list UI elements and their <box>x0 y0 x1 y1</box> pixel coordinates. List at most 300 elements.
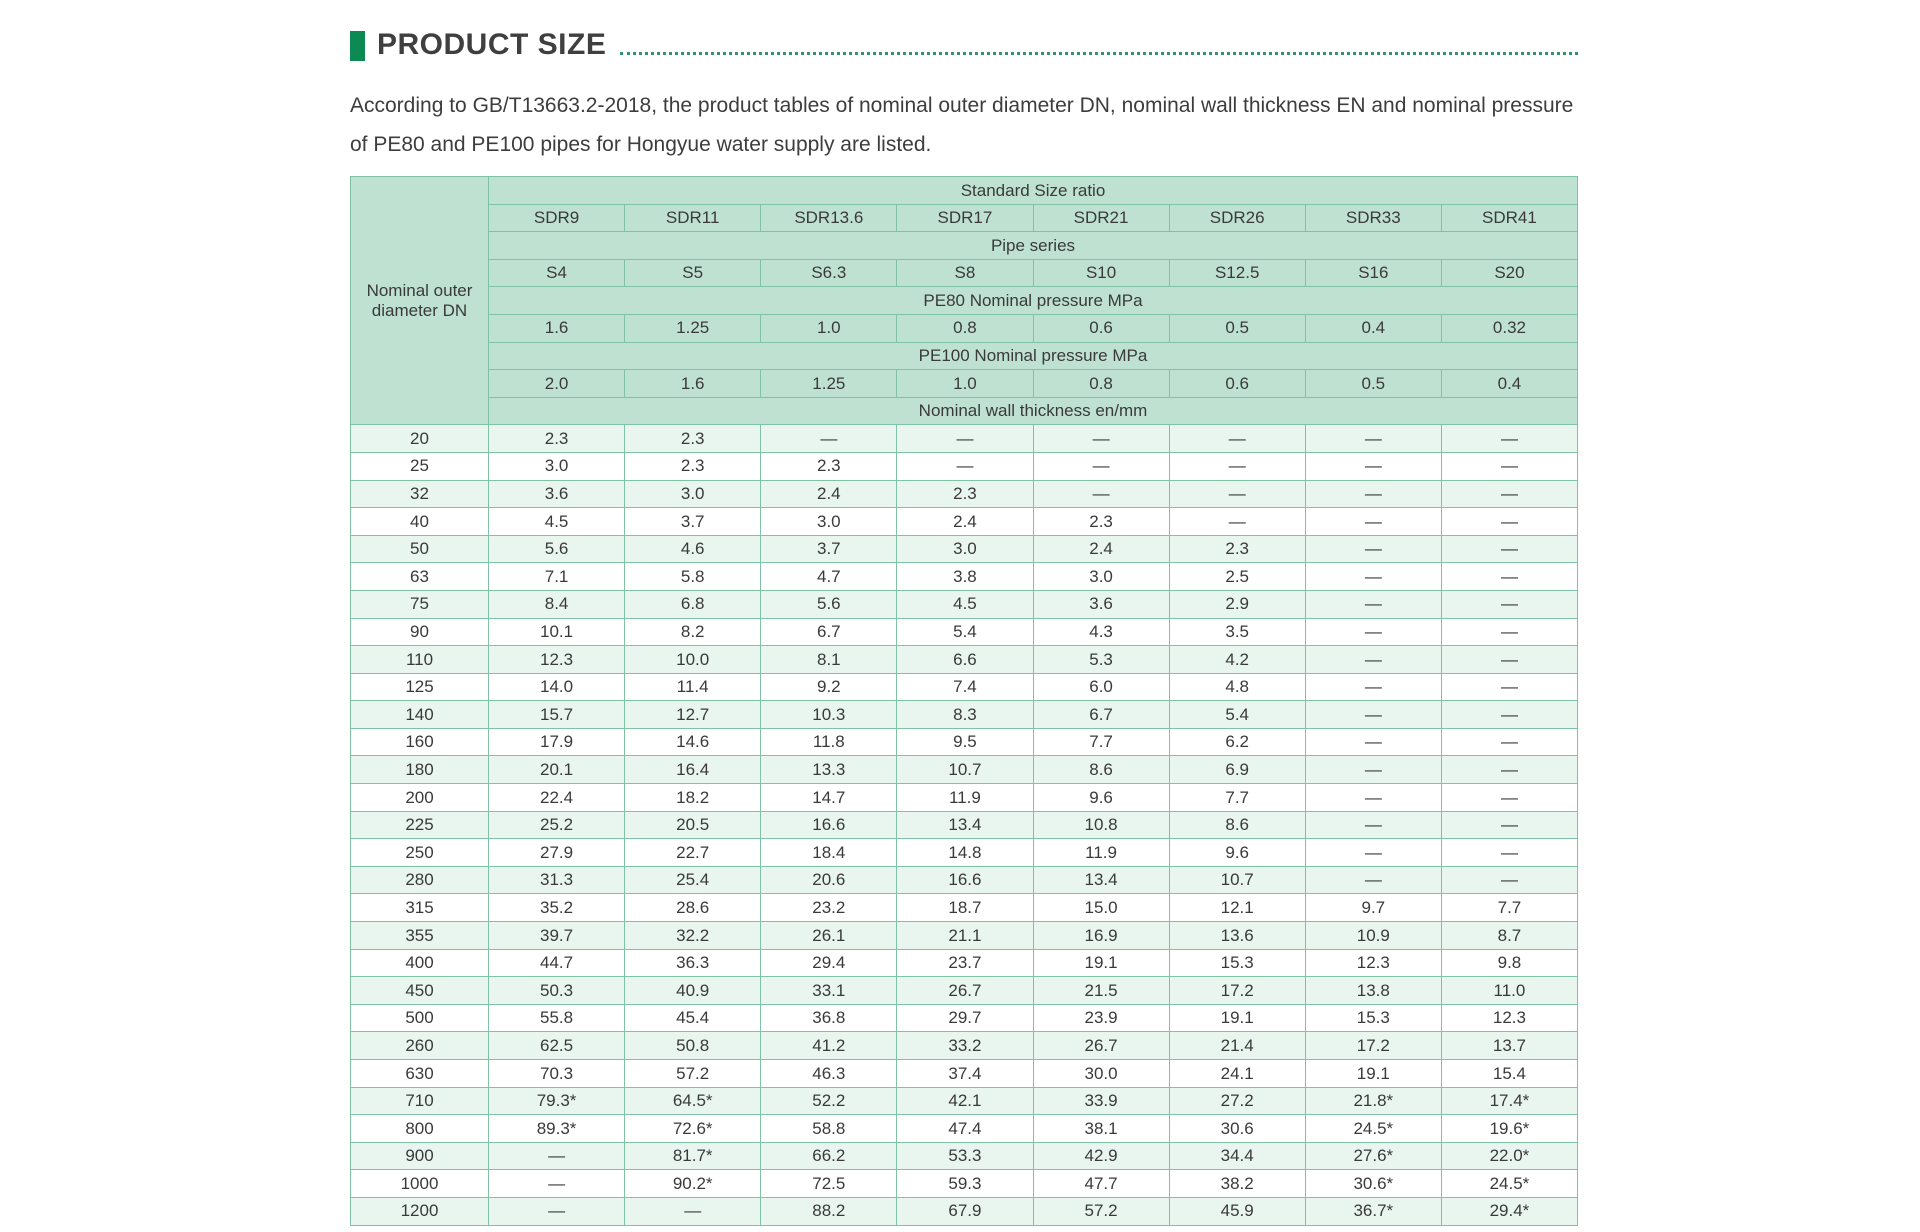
table-head <box>351 177 1578 425</box>
header-cell-sdr-values: SDR41 <box>1441 204 1577 232</box>
header-cell-pe80-pressure-values: 0.32 <box>1441 314 1577 342</box>
value-cell: 35.2 <box>489 894 625 922</box>
value-cell: 32.2 <box>625 922 761 950</box>
header-cell-pe80-pressure-values: 0.5 <box>1169 314 1305 342</box>
value-cell: 88.2 <box>761 1197 897 1225</box>
value-cell: 13.7 <box>1441 1032 1577 1060</box>
table-row <box>351 1142 1578 1170</box>
table-row <box>351 839 1578 867</box>
value-cell: 20.6 <box>761 866 897 894</box>
header-cell-pe100-pressure-values: 0.6 <box>1169 370 1305 398</box>
value-cell: 22.4 <box>489 784 625 812</box>
value-cell: — <box>489 1170 625 1198</box>
value-cell: 36.8 <box>761 1004 897 1032</box>
table-row <box>351 1197 1578 1225</box>
value-cell: 4.8 <box>1169 673 1305 701</box>
value-cell: 7.7 <box>1441 894 1577 922</box>
value-cell: — <box>1441 839 1577 867</box>
value-cell: 34.4 <box>1169 1142 1305 1170</box>
value-cell: 42.1 <box>897 1087 1033 1115</box>
value-cell: 21.5 <box>1033 977 1169 1005</box>
row-header-label: Nominal outer diameter DN <box>351 177 489 425</box>
value-cell: 45.9 <box>1169 1197 1305 1225</box>
value-cell: 10.7 <box>897 756 1033 784</box>
dn-cell: 500 <box>351 1004 489 1032</box>
value-cell: 19.1 <box>1305 1060 1441 1088</box>
table-row <box>351 618 1578 646</box>
value-cell: 31.3 <box>489 866 625 894</box>
value-cell: — <box>1305 673 1441 701</box>
value-cell: 62.5 <box>489 1032 625 1060</box>
value-cell: 38.2 <box>1169 1170 1305 1198</box>
value-cell: 9.6 <box>1169 839 1305 867</box>
dn-cell: 250 <box>351 839 489 867</box>
value-cell: 27.2 <box>1169 1087 1305 1115</box>
band-label-wall-thickness: Nominal wall thickness en/mm <box>489 397 1578 425</box>
value-cell: 21.4 <box>1169 1032 1305 1060</box>
header-row-wall-thickness <box>351 397 1578 425</box>
value-cell: 37.4 <box>897 1060 1033 1088</box>
value-cell: 9.8 <box>1441 949 1577 977</box>
value-cell: 4.3 <box>1033 618 1169 646</box>
value-cell: 4.5 <box>489 508 625 536</box>
value-cell: 10.8 <box>1033 811 1169 839</box>
value-cell: — <box>1033 425 1169 453</box>
value-cell: 17.2 <box>1305 1032 1441 1060</box>
value-cell: — <box>761 425 897 453</box>
dn-cell: 140 <box>351 701 489 729</box>
value-cell: 2.3 <box>489 425 625 453</box>
value-cell: 8.3 <box>897 701 1033 729</box>
value-cell: 29.4* <box>1441 1197 1577 1225</box>
header-row-sdr-values <box>351 204 1578 232</box>
value-cell: 3.7 <box>761 535 897 563</box>
table-row <box>351 866 1578 894</box>
value-cell: 81.7* <box>625 1142 761 1170</box>
header-cell-pe100-pressure-values: 0.8 <box>1033 370 1169 398</box>
table-row <box>351 1087 1578 1115</box>
header-row-pe80-pressure <box>351 287 1578 315</box>
value-cell: — <box>1441 673 1577 701</box>
value-cell: — <box>1305 425 1441 453</box>
value-cell: 7.1 <box>489 563 625 591</box>
header-cell-sdr-values: SDR33 <box>1305 204 1441 232</box>
value-cell: 9.6 <box>1033 784 1169 812</box>
value-cell: 29.7 <box>897 1004 1033 1032</box>
dn-cell: 125 <box>351 673 489 701</box>
value-cell: 8.2 <box>625 618 761 646</box>
table-row <box>351 590 1578 618</box>
value-cell: 90.2* <box>625 1170 761 1198</box>
value-cell: — <box>1305 701 1441 729</box>
value-cell: 11.0 <box>1441 977 1577 1005</box>
table-row <box>351 1115 1578 1143</box>
table-row <box>351 425 1578 453</box>
value-cell: — <box>1441 701 1577 729</box>
section-header <box>350 28 1578 62</box>
value-cell: — <box>1441 480 1577 508</box>
dn-cell: 180 <box>351 756 489 784</box>
header-cell-pe100-pressure-values: 0.5 <box>1305 370 1441 398</box>
value-cell: 5.6 <box>489 535 625 563</box>
value-cell: — <box>1305 866 1441 894</box>
value-cell: — <box>1441 728 1577 756</box>
value-cell: 2.4 <box>761 480 897 508</box>
value-cell: 25.2 <box>489 811 625 839</box>
value-cell: 10.3 <box>761 701 897 729</box>
value-cell: — <box>1305 508 1441 536</box>
header-cell-pipe-series-values: S12.5 <box>1169 259 1305 287</box>
dn-cell: 800 <box>351 1115 489 1143</box>
value-cell: 14.8 <box>897 839 1033 867</box>
band-label-standard-size-ratio: Standard Size ratio <box>489 177 1578 205</box>
value-cell: 3.8 <box>897 563 1033 591</box>
table-row <box>351 535 1578 563</box>
value-cell: 5.8 <box>625 563 761 591</box>
value-cell: 15.7 <box>489 701 625 729</box>
content-area <box>350 28 1578 1226</box>
table-row <box>351 784 1578 812</box>
dn-cell: 710 <box>351 1087 489 1115</box>
value-cell: 5.4 <box>897 618 1033 646</box>
value-cell: 27.6* <box>1305 1142 1441 1170</box>
value-cell: 26.7 <box>897 977 1033 1005</box>
dn-cell: 400 <box>351 949 489 977</box>
header-cell-pe80-pressure-values: 0.6 <box>1033 314 1169 342</box>
value-cell: 26.7 <box>1033 1032 1169 1060</box>
value-cell: 9.2 <box>761 673 897 701</box>
header-cell-pipe-series-values: S8 <box>897 259 1033 287</box>
value-cell: 12.3 <box>1441 1004 1577 1032</box>
value-cell: — <box>1441 811 1577 839</box>
value-cell: 10.0 <box>625 646 761 674</box>
value-cell: 44.7 <box>489 949 625 977</box>
header-cell-pe100-pressure-values: 1.25 <box>761 370 897 398</box>
value-cell: 3.6 <box>1033 590 1169 618</box>
band-label-pe80-pressure: PE80 Nominal pressure MPa <box>489 287 1578 315</box>
value-cell: — <box>625 1197 761 1225</box>
value-cell: 13.3 <box>761 756 897 784</box>
value-cell: 11.9 <box>897 784 1033 812</box>
header-cell-pipe-series-values: S5 <box>625 259 761 287</box>
table-row <box>351 811 1578 839</box>
dn-cell: 1000 <box>351 1170 489 1198</box>
header-cell-pipe-series-values: S6.3 <box>761 259 897 287</box>
header-cell-pe80-pressure-values: 1.25 <box>625 314 761 342</box>
header-cell-pe80-pressure-values: 1.6 <box>489 314 625 342</box>
value-cell: 6.0 <box>1033 673 1169 701</box>
value-cell: 7.7 <box>1169 784 1305 812</box>
value-cell: 13.6 <box>1169 922 1305 950</box>
value-cell: 45.4 <box>625 1004 761 1032</box>
value-cell: 8.7 <box>1441 922 1577 950</box>
value-cell: 3.0 <box>625 480 761 508</box>
value-cell: — <box>897 452 1033 480</box>
value-cell: 12.3 <box>1305 949 1441 977</box>
dn-cell: 40 <box>351 508 489 536</box>
value-cell: 24.1 <box>1169 1060 1305 1088</box>
dn-cell: 75 <box>351 590 489 618</box>
value-cell: 24.5* <box>1305 1115 1441 1143</box>
value-cell: 2.3 <box>761 452 897 480</box>
dn-cell: 315 <box>351 894 489 922</box>
value-cell: — <box>1441 563 1577 591</box>
value-cell: 27.9 <box>489 839 625 867</box>
value-cell: 18.2 <box>625 784 761 812</box>
value-cell: 42.9 <box>1033 1142 1169 1170</box>
value-cell: — <box>1305 535 1441 563</box>
value-cell: 19.1 <box>1033 949 1169 977</box>
value-cell: 15.4 <box>1441 1060 1577 1088</box>
value-cell: 11.4 <box>625 673 761 701</box>
value-cell: 15.0 <box>1033 894 1169 922</box>
value-cell: 3.0 <box>1033 563 1169 591</box>
header-row-pipe-series <box>351 232 1578 260</box>
value-cell: 9.5 <box>897 728 1033 756</box>
table-row <box>351 646 1578 674</box>
dn-cell: 160 <box>351 728 489 756</box>
value-cell: 16.6 <box>897 866 1033 894</box>
value-cell: 3.6 <box>489 480 625 508</box>
value-cell: 2.3 <box>1169 535 1305 563</box>
value-cell: 8.6 <box>1169 811 1305 839</box>
value-cell: 30.0 <box>1033 1060 1169 1088</box>
value-cell: 23.7 <box>897 949 1033 977</box>
value-cell: 39.7 <box>489 922 625 950</box>
dn-cell: 225 <box>351 811 489 839</box>
header-row-pe100-pressure <box>351 342 1578 370</box>
value-cell: 21.1 <box>897 922 1033 950</box>
value-cell: 70.3 <box>489 1060 625 1088</box>
header-cell-pe100-pressure-values: 0.4 <box>1441 370 1577 398</box>
value-cell: 66.2 <box>761 1142 897 1170</box>
value-cell: 4.2 <box>1169 646 1305 674</box>
value-cell: 20.5 <box>625 811 761 839</box>
header-row-standard-size-ratio <box>351 177 1578 205</box>
value-cell: 19.1 <box>1169 1004 1305 1032</box>
value-cell: 15.3 <box>1305 1004 1441 1032</box>
value-cell: 23.9 <box>1033 1004 1169 1032</box>
value-cell: 4.5 <box>897 590 1033 618</box>
value-cell: — <box>1033 480 1169 508</box>
header-cell-pe80-pressure-values: 0.8 <box>897 314 1033 342</box>
value-cell: 36.3 <box>625 949 761 977</box>
header-cell-pe100-pressure-values: 1.6 <box>625 370 761 398</box>
value-cell: 7.7 <box>1033 728 1169 756</box>
value-cell: 24.5* <box>1441 1170 1577 1198</box>
value-cell: 16.4 <box>625 756 761 784</box>
value-cell: — <box>1169 480 1305 508</box>
table-row <box>351 480 1578 508</box>
value-cell: 14.7 <box>761 784 897 812</box>
header-cell-sdr-values: SDR26 <box>1169 204 1305 232</box>
band-label-pipe-series: Pipe series <box>489 232 1578 260</box>
value-cell: 72.5 <box>761 1170 897 1198</box>
value-cell: 14.6 <box>625 728 761 756</box>
value-cell: 3.0 <box>761 508 897 536</box>
value-cell: 2.3 <box>625 452 761 480</box>
value-cell: — <box>1305 480 1441 508</box>
header-cell-pe80-pressure-values: 1.0 <box>761 314 897 342</box>
value-cell: 6.6 <box>897 646 1033 674</box>
table-row <box>351 1004 1578 1032</box>
value-cell: — <box>1441 452 1577 480</box>
value-cell: — <box>1305 563 1441 591</box>
header-cell-sdr-values: SDR13.6 <box>761 204 897 232</box>
value-cell: 10.9 <box>1305 922 1441 950</box>
header-cell-pe100-pressure-values: 1.0 <box>897 370 1033 398</box>
value-cell: 13.8 <box>1305 977 1441 1005</box>
value-cell: — <box>1305 756 1441 784</box>
dn-cell: 50 <box>351 535 489 563</box>
value-cell: — <box>1305 646 1441 674</box>
value-cell: — <box>489 1197 625 1225</box>
value-cell: 47.4 <box>897 1115 1033 1143</box>
value-cell: 17.2 <box>1169 977 1305 1005</box>
table-row <box>351 673 1578 701</box>
dn-cell: 280 <box>351 866 489 894</box>
dn-cell: 900 <box>351 1142 489 1170</box>
dn-cell: 25 <box>351 452 489 480</box>
value-cell: 33.1 <box>761 977 897 1005</box>
dn-cell: 110 <box>351 646 489 674</box>
header-cell-pipe-series-values: S4 <box>489 259 625 287</box>
value-cell: 50.3 <box>489 977 625 1005</box>
value-cell: 5.4 <box>1169 701 1305 729</box>
value-cell: 11.9 <box>1033 839 1169 867</box>
header-row-pe100-pressure-values <box>351 370 1578 398</box>
value-cell: 8.6 <box>1033 756 1169 784</box>
dn-cell: 450 <box>351 977 489 1005</box>
value-cell: 3.0 <box>489 452 625 480</box>
header-cell-sdr-values: SDR21 <box>1033 204 1169 232</box>
value-cell: 12.1 <box>1169 894 1305 922</box>
value-cell: 7.4 <box>897 673 1033 701</box>
header-row-pipe-series-values <box>351 259 1578 287</box>
value-cell: — <box>489 1142 625 1170</box>
value-cell: 5.3 <box>1033 646 1169 674</box>
value-cell: 5.6 <box>761 590 897 618</box>
band-label-pe100-pressure: PE100 Nominal pressure MPa <box>489 342 1578 370</box>
value-cell: — <box>1169 452 1305 480</box>
dn-cell: 355 <box>351 922 489 950</box>
value-cell: 55.8 <box>489 1004 625 1032</box>
value-cell: 79.3* <box>489 1087 625 1115</box>
dn-cell: 20 <box>351 425 489 453</box>
value-cell: 25.4 <box>625 866 761 894</box>
dn-cell: 260 <box>351 1032 489 1060</box>
value-cell: 23.2 <box>761 894 897 922</box>
value-cell: 57.2 <box>1033 1197 1169 1225</box>
value-cell: 30.6 <box>1169 1115 1305 1143</box>
table-row <box>351 977 1578 1005</box>
value-cell: 14.0 <box>489 673 625 701</box>
table-row <box>351 728 1578 756</box>
value-cell: — <box>1305 811 1441 839</box>
value-cell: 33.2 <box>897 1032 1033 1060</box>
value-cell: 21.8* <box>1305 1087 1441 1115</box>
value-cell: 16.9 <box>1033 922 1169 950</box>
value-cell: 4.6 <box>625 535 761 563</box>
value-cell: 64.5* <box>625 1087 761 1115</box>
value-cell: — <box>1305 839 1441 867</box>
value-cell: — <box>1305 784 1441 812</box>
table-row <box>351 922 1578 950</box>
dn-cell: 63 <box>351 563 489 591</box>
value-cell: 20.1 <box>489 756 625 784</box>
value-cell: 10.1 <box>489 618 625 646</box>
table-row <box>351 1170 1578 1198</box>
value-cell: 59.3 <box>897 1170 1033 1198</box>
table-row <box>351 756 1578 784</box>
value-cell: 6.7 <box>1033 701 1169 729</box>
header-cell-pipe-series-values: S20 <box>1441 259 1577 287</box>
value-cell: 18.4 <box>761 839 897 867</box>
value-cell: 16.6 <box>761 811 897 839</box>
value-cell: — <box>1441 425 1577 453</box>
value-cell: — <box>1441 756 1577 784</box>
value-cell: 22.7 <box>625 839 761 867</box>
value-cell: 40.9 <box>625 977 761 1005</box>
value-cell: 2.3 <box>625 425 761 453</box>
header-cell-pe100-pressure-values: 2.0 <box>489 370 625 398</box>
value-cell: — <box>1441 508 1577 536</box>
table-body <box>351 425 1578 1225</box>
value-cell: — <box>1441 535 1577 563</box>
table-row <box>351 452 1578 480</box>
table-row <box>351 701 1578 729</box>
value-cell: 8.1 <box>761 646 897 674</box>
value-cell: 2.5 <box>1169 563 1305 591</box>
value-cell: 46.3 <box>761 1060 897 1088</box>
value-cell: 58.8 <box>761 1115 897 1143</box>
value-cell: 2.4 <box>897 508 1033 536</box>
header-cell-pipe-series-values: S16 <box>1305 259 1441 287</box>
value-cell: — <box>1441 784 1577 812</box>
value-cell: — <box>1305 452 1441 480</box>
table-row <box>351 1060 1578 1088</box>
value-cell: — <box>1441 646 1577 674</box>
table-row <box>351 894 1578 922</box>
value-cell: 6.8 <box>625 590 761 618</box>
value-cell: 50.8 <box>625 1032 761 1060</box>
value-cell: 36.7* <box>1305 1197 1441 1225</box>
value-cell: 38.1 <box>1033 1115 1169 1143</box>
dn-cell: 200 <box>351 784 489 812</box>
value-cell: 6.9 <box>1169 756 1305 784</box>
value-cell: — <box>1305 618 1441 646</box>
value-cell: 33.9 <box>1033 1087 1169 1115</box>
value-cell: — <box>1441 866 1577 894</box>
page-title: PRODUCT SIZE <box>377 28 607 61</box>
value-cell: — <box>1169 508 1305 536</box>
table-row <box>351 563 1578 591</box>
value-cell: — <box>1305 728 1441 756</box>
dn-cell: 90 <box>351 618 489 646</box>
value-cell: — <box>1305 590 1441 618</box>
value-cell: 30.6* <box>1305 1170 1441 1198</box>
value-cell: 9.7 <box>1305 894 1441 922</box>
value-cell: — <box>1169 425 1305 453</box>
value-cell: 10.7 <box>1169 866 1305 894</box>
value-cell: 17.9 <box>489 728 625 756</box>
table-row <box>351 508 1578 536</box>
value-cell: 52.2 <box>761 1087 897 1115</box>
value-cell: — <box>1033 452 1169 480</box>
value-cell: 15.3 <box>1169 949 1305 977</box>
value-cell: 3.5 <box>1169 618 1305 646</box>
value-cell: 67.9 <box>897 1197 1033 1225</box>
